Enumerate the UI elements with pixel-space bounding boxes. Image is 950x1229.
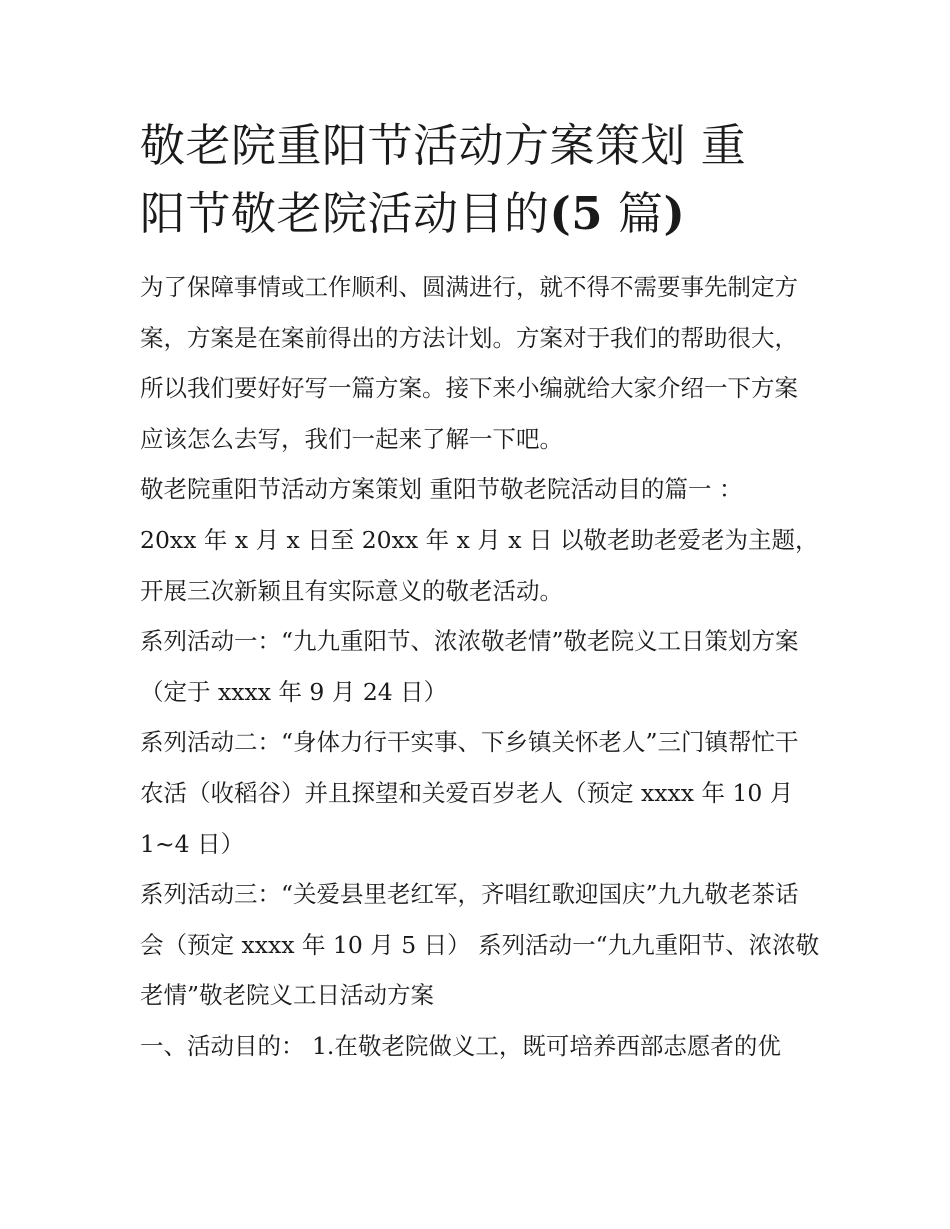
document-title	[140, 112, 812, 248]
title-line-1: 敬老院重阳节活动方案策划 重	[140, 119, 747, 172]
purpose-paragraph: 一、活动目的： 1.在敬老院做义工，既可培养西部志愿者的优	[140, 1031, 781, 1060]
document-content	[140, 112, 820, 1072]
activity-one-paragraph: 系列活动一：“九九重阳节、浓浓敬老情”敬老院义工日策划方案（定于 xxxx 年 9 月 24 日）	[140, 627, 799, 706]
date-range-paragraph: 20xx 年 x 月 x 日至 20xx 年 x 月 x 日 以敬老助老爱老为主题，开展三次新颖且有实际意义的敬老活动。	[140, 525, 819, 605]
activity-two-paragraph: 系列活动二：“身体力行干实事、下乡镇关怀老人”三门镇帮忙干农活（收稻谷）并且探望和关爱百岁老人（预定 xxxx 年 10 月 1~4 日）	[140, 728, 799, 858]
section-heading-paragraph: 敬老院重阳节活动方案策划 重阳节敬老院活动目的篇一 ：	[140, 475, 743, 504]
title-line-2-text: 阳节敬老院活动目的	[140, 187, 550, 240]
title-count-open: (5	[549, 187, 604, 240]
document-body	[140, 262, 820, 1072]
intro-paragraph: 为了保障事情或工作顺利、圆满进行，就不得不需要事先制定方案，方案是在案前得出的方法计划。方案对于我们的帮助很大，所以我们要好好写一篇方案。接下来小编就给大家介绍一下方案应该怎么去写，我们一起来了解一下吧。	[140, 273, 798, 453]
title-count-close: )	[663, 187, 686, 240]
title-count-unit: 篇	[603, 187, 664, 240]
title-line-2	[140, 187, 685, 240]
activity-three-paragraph: 系列活动三：“关爱县里老红军，齐唱红歌迎国庆”九九敬老茶话会（预定 xxxx 年 10 月 5 日） 系列活动一“九九重阳节、浓浓敬老情”敬老院义工日活动方案	[140, 880, 820, 1010]
